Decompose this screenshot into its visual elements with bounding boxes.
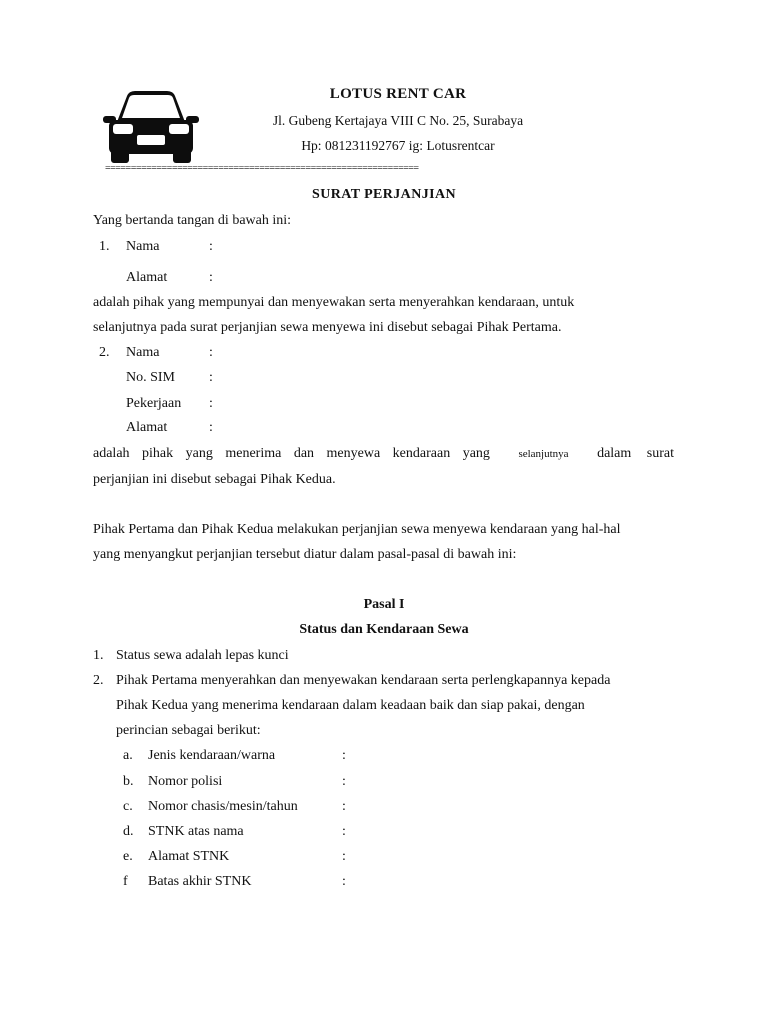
- detail-letter: d.: [123, 824, 134, 839]
- party1-field-colon: :: [209, 270, 213, 285]
- header-separator: =============================================================: [105, 165, 419, 173]
- party1-number: 1.: [99, 239, 110, 254]
- document-title: SURAT PERJANJIAN: [312, 187, 456, 202]
- pasal-item: Pihak Kedua yang menerima kendaraan dalam keadaan baik dan siap pakai, dengan: [116, 698, 585, 713]
- party2-field-colon: :: [209, 420, 213, 435]
- party1-field-label: Alamat: [126, 270, 168, 285]
- detail-label: Jenis kendaraan/warna: [148, 748, 276, 763]
- pasal-item: Pihak Pertama menyerahkan dan menyewakan kendaraan serta perlengkapannya kepada: [116, 673, 611, 688]
- detail-colon: :: [342, 748, 346, 763]
- pasal-heading: Pasal I: [363, 597, 405, 612]
- agreement-paragraph: Pihak Pertama dan Pihak Kedua melakukan perjanjian sewa menyewa kendaraan yang hal-hal: [93, 522, 621, 537]
- pasal-item-number: 2.: [93, 673, 104, 688]
- party2-description: perjanjian ini disebut sebagai Pihak Kedua.: [93, 472, 336, 487]
- detail-label: Alamat STNK: [148, 849, 230, 864]
- agreement-paragraph: yang menyangkut perjanjian tersebut diatur dalam pasal-pasal di bawah ini:: [93, 547, 517, 562]
- party1-field-colon: :: [209, 239, 213, 254]
- party2-field-colon: :: [209, 396, 213, 411]
- detail-label: Batas akhir STNK: [148, 874, 252, 889]
- company-address: Jl. Gubeng Kertajaya VIII C No. 25, Surabaya: [272, 113, 524, 128]
- detail-label: Nomor chasis/mesin/tahun: [148, 799, 298, 814]
- detail-label: STNK atas nama: [148, 824, 244, 839]
- party2-field-label: Pekerjaan: [126, 396, 182, 411]
- party2-field-label: No. SIM: [126, 370, 176, 385]
- party1-description: adalah pihak yang mempunyai dan menyewakan serta menyerahkan kendaraan, untuk: [93, 295, 575, 310]
- detail-colon: :: [342, 874, 346, 889]
- party2-field-label: Nama: [126, 345, 160, 360]
- pasal-item: Status sewa adalah lepas kunci: [116, 648, 289, 663]
- pasal-item: perincian sebagai berikut:: [116, 723, 261, 738]
- party2-field-colon: :: [209, 345, 213, 360]
- party2-description-part: dalam surat: [597, 446, 674, 461]
- party2-number: 2.: [99, 345, 110, 360]
- intro-text: Yang bertanda tangan di bawah ini:: [93, 213, 292, 228]
- party1-field-label: Nama: [126, 239, 160, 254]
- detail-letter: a.: [123, 748, 133, 763]
- party1-description: selanjutnya pada surat perjanjian sewa menyewa ini disebut sebagai Pihak Pertama.: [93, 320, 562, 335]
- party2-description-part: adalah pihak yang menerima dan menyewa kendaraan yang: [93, 446, 490, 461]
- party2-description-small: selanjutnya: [518, 448, 569, 460]
- detail-colon: :: [342, 849, 346, 864]
- company-contact: Hp: 081231192767 ig: Lotusrentcar: [301, 138, 495, 153]
- pasal-item-number: 1.: [93, 648, 104, 663]
- detail-letter: c.: [123, 799, 133, 814]
- detail-letter: e.: [123, 849, 133, 864]
- company-name: LOTUS RENT CAR: [329, 86, 467, 102]
- detail-colon: :: [342, 799, 346, 814]
- party2-field-colon: :: [209, 370, 213, 385]
- party2-description-line: [93, 446, 674, 462]
- pasal-subheading: Status dan Kendaraan Sewa: [299, 622, 469, 637]
- detail-letter: b.: [123, 774, 134, 789]
- detail-label: Nomor polisi: [148, 774, 223, 789]
- detail-colon: :: [342, 824, 346, 839]
- detail-letter: f: [123, 874, 128, 889]
- detail-colon: :: [342, 774, 346, 789]
- party2-field-label: Alamat: [126, 420, 168, 435]
